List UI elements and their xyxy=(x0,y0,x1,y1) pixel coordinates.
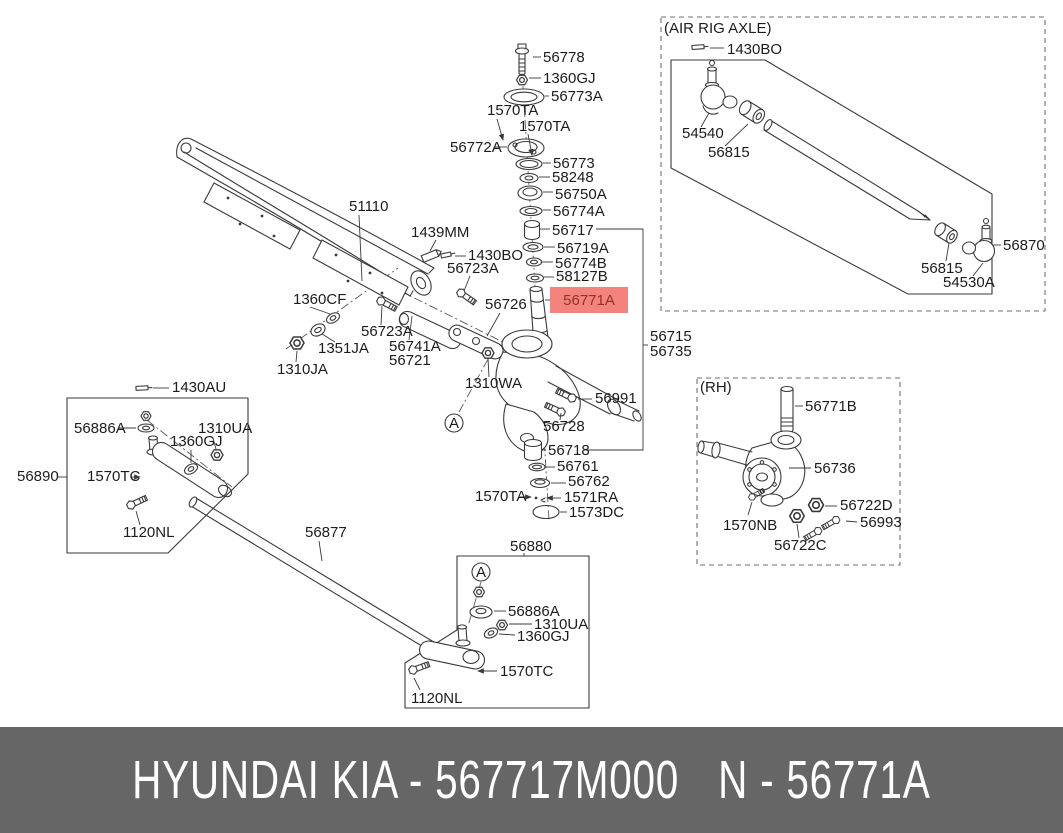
part-label-56772a[interactable]: 56772A xyxy=(450,139,502,156)
part-label-56774b[interactable]: 56774B xyxy=(555,255,607,272)
part-label-1360cf[interactable]: 1360CF xyxy=(293,291,347,308)
part-label-1310ua-left[interactable]: 1310UA xyxy=(198,420,253,437)
part-label-56886a-bottom[interactable]: 56886A xyxy=(508,603,560,620)
part-label-56715[interactable]: 56715 xyxy=(650,328,692,345)
footer-brand-part-code: HYUNDAI KIA - 567717M000 xyxy=(132,750,680,810)
part-label-58127b[interactable]: 58127B xyxy=(556,268,608,285)
part-label-56735[interactable]: 56735 xyxy=(650,343,692,360)
part-label-56718[interactable]: 56718 xyxy=(548,442,590,459)
part-label-1360gj-bottom[interactable]: 1360GJ xyxy=(517,628,570,645)
part-label-56886a-left[interactable]: 56886A xyxy=(74,420,126,437)
part-label-56991[interactable]: 56991 xyxy=(595,390,637,407)
part-label-56771b[interactable]: 56771B xyxy=(805,398,857,415)
part-label-58248[interactable]: 58248 xyxy=(552,169,594,186)
detail-marker-a-bottom-label: A xyxy=(475,564,487,581)
part-label-1570nb[interactable]: 1570NB xyxy=(723,517,778,534)
part-label-1351ja[interactable]: 1351JA xyxy=(318,340,369,357)
highlighted-part[interactable] xyxy=(550,287,628,313)
footer-bar xyxy=(0,727,1063,833)
part-label-1570tc-left[interactable]: 1570TC xyxy=(87,468,141,485)
part-label-56726[interactable]: 56726 xyxy=(485,296,527,313)
part-label-1573dc[interactable]: 1573DC xyxy=(569,504,625,521)
part-label-1570tc-bottom[interactable]: 1570TC xyxy=(500,663,554,680)
part-label-54530a[interactable]: 54530A xyxy=(943,274,995,291)
part-label-1430bo-air[interactable]: 1430BO xyxy=(727,41,783,58)
inset-title-air-rig-axle: (AIR RIG AXLE) xyxy=(664,20,772,37)
part-label-1120nl-bottom[interactable]: 1120NL xyxy=(411,690,463,707)
part-label-56880[interactable]: 56880 xyxy=(510,538,552,555)
part-label-56722c[interactable]: 56722C xyxy=(774,537,827,554)
part-label-54540[interactable]: 54540 xyxy=(682,125,724,142)
part-label-56750a[interactable]: 56750A xyxy=(555,186,607,203)
part-label-56723a-lower[interactable]: 56723A xyxy=(361,323,413,340)
part-label-1310ua-bottom[interactable]: 1310UA xyxy=(534,616,589,633)
part-label-56890[interactable]: 56890 xyxy=(17,468,59,485)
part-label-56774a[interactable]: 56774A xyxy=(553,203,605,220)
part-label-1570ta-2[interactable]: 1570TA xyxy=(519,118,571,135)
part-label-56717[interactable]: 56717 xyxy=(552,222,594,239)
part-label-1360gj-top[interactable]: 1360GJ xyxy=(543,70,596,87)
part-label-56993[interactable]: 56993 xyxy=(860,514,902,531)
air-rig-axle-inset xyxy=(661,17,1045,311)
part-label-56877[interactable]: 56877 xyxy=(305,524,347,541)
part-label-56773[interactable]: 56773 xyxy=(553,155,595,172)
part-label-56721[interactable]: 56721 xyxy=(389,352,431,369)
part-label-1430au[interactable]: 1430AU xyxy=(172,379,227,396)
footer-n-code: N - 56771A xyxy=(718,750,931,810)
inset-title-rh: (RH) xyxy=(700,379,732,396)
part-label-56815-left[interactable]: 56815 xyxy=(708,144,750,161)
part-label-1310wa[interactable]: 1310WA xyxy=(465,375,522,392)
part-label-1430bo-main[interactable]: 1430BO xyxy=(468,247,524,264)
part-label-56741a[interactable]: 56741A xyxy=(389,338,441,355)
part-label-56719a[interactable]: 56719A xyxy=(557,240,609,257)
part-label-1570ta-3[interactable]: 1570TA xyxy=(475,488,527,505)
part-label-1439mm[interactable]: 1439MM xyxy=(411,224,470,241)
part-label-1120nl-left[interactable]: 1120NL xyxy=(123,524,175,541)
part-label-56761[interactable]: 56761 xyxy=(557,458,599,475)
part-label-1570ta-1[interactable]: 1570TA xyxy=(487,102,539,119)
drag-link-drawing xyxy=(188,496,449,653)
detail-marker-a-main xyxy=(445,414,463,432)
part-label-56870[interactable]: 56870 xyxy=(1003,237,1045,254)
axle-beam-drawing xyxy=(177,138,436,305)
part-label-56723a-upper[interactable]: 56723A xyxy=(447,260,499,277)
detail-marker-a-main-label: A xyxy=(448,415,460,432)
part-label-1310ja[interactable]: 1310JA xyxy=(277,361,328,378)
part-label-56728[interactable]: 56728 xyxy=(543,418,585,435)
part-label-56773a[interactable]: 56773A xyxy=(551,88,603,105)
part-label-1571ra[interactable]: 1571RA xyxy=(564,489,619,506)
part-label-56771a[interactable]: 56771A xyxy=(563,292,615,309)
part-label-56722d[interactable]: 56722D xyxy=(840,497,893,514)
part-label-1360gj-left[interactable]: 1360GJ xyxy=(170,433,223,450)
part-label-56736[interactable]: 56736 xyxy=(814,460,856,477)
part-label-56815-right[interactable]: 56815 xyxy=(921,260,963,277)
part-label-56778[interactable]: 56778 xyxy=(543,49,585,66)
part-label-51110[interactable]: 51110 xyxy=(349,198,389,215)
part-label-56762[interactable]: 56762 xyxy=(568,473,610,490)
